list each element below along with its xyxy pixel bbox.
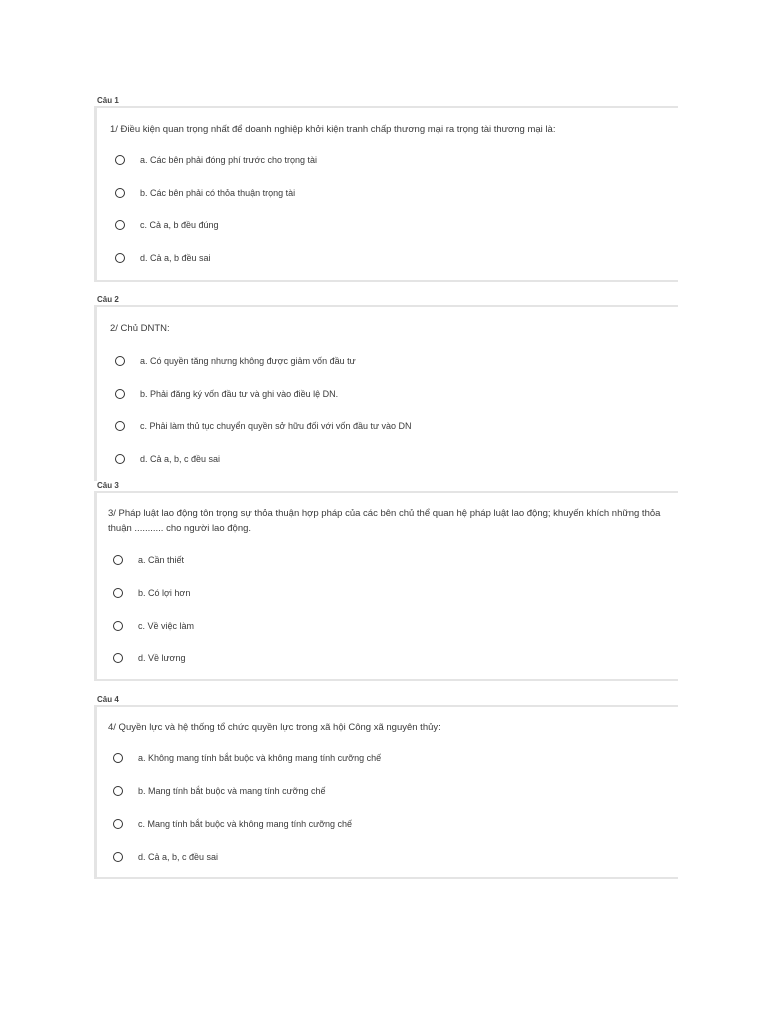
question-label: Câu 2 <box>97 295 119 304</box>
option-c[interactable] <box>115 217 219 233</box>
question-label: Câu 1 <box>97 96 119 105</box>
question-card <box>94 491 678 681</box>
question-card <box>94 106 678 282</box>
option-label: d. Cả a, b, c đều sai <box>140 454 221 464</box>
option-label: c. Phải làm thủ tục chuyển quyền sở hữu đối với vốn đầu tư vào DN <box>140 421 412 431</box>
radio-button-icon[interactable] <box>113 555 123 565</box>
option-label: d. Về lương <box>138 653 186 663</box>
option-d[interactable] <box>113 849 218 865</box>
option-d[interactable] <box>115 451 220 467</box>
option-label: c. Cả a, b đều đúng <box>140 220 219 230</box>
option-label: b. Phải đăng ký vốn đầu tư và ghi vào điều lệ DN. <box>140 389 339 399</box>
option-label: d. Cả a, b, c đều sai <box>138 852 219 862</box>
radio-button-icon[interactable] <box>115 253 125 263</box>
option-label: d. Cả a, b đều sai <box>140 253 211 263</box>
option-label: c. Về việc làm <box>138 621 195 631</box>
radio-button-icon[interactable] <box>115 389 125 399</box>
option-d[interactable] <box>115 250 211 266</box>
question-text: 3/ Pháp luật lao động tôn trọng sự thỏa thuận hợp pháp của các bên chủ thể quan hệ pháp luật lao động; khuyến khích những thỏa thuận ........... cho người lao động. <box>108 508 661 534</box>
option-c[interactable] <box>115 418 412 434</box>
radio-button-icon[interactable] <box>115 220 125 230</box>
option-label: a. Có quyền tăng nhưng không được giảm vốn đầu tư <box>140 356 356 366</box>
option-a[interactable] <box>115 353 356 369</box>
question-card <box>94 305 678 481</box>
option-label: c. Mang tính bắt buộc và không mang tính cưỡng chế <box>138 819 353 829</box>
radio-button-icon[interactable] <box>115 454 125 464</box>
option-b[interactable] <box>113 783 326 799</box>
question-text: 2/ Chủ DNTN: <box>110 323 170 334</box>
option-label: b. Các bên phải có thỏa thuận trọng tài <box>140 188 296 198</box>
option-a[interactable] <box>113 552 184 568</box>
radio-button-icon[interactable] <box>113 621 123 631</box>
option-b[interactable] <box>113 585 190 601</box>
option-label: a. Cần thiết <box>138 555 185 565</box>
option-label: a. Không mang tính bắt buộc và không mang tính cưỡng chế <box>138 753 382 763</box>
option-a[interactable] <box>113 750 381 766</box>
question-label: Câu 3 <box>97 481 119 490</box>
radio-button-icon[interactable] <box>113 852 123 862</box>
option-a[interactable] <box>115 152 317 168</box>
option-d[interactable] <box>113 650 185 666</box>
radio-button-icon[interactable] <box>113 653 123 663</box>
radio-button-icon[interactable] <box>113 819 123 829</box>
question-card <box>94 705 678 879</box>
radio-button-icon[interactable] <box>115 188 125 198</box>
option-c[interactable] <box>113 618 194 634</box>
radio-button-icon[interactable] <box>115 155 125 165</box>
radio-button-icon[interactable] <box>115 421 125 431</box>
radio-button-icon[interactable] <box>113 588 123 598</box>
question-text: 4/ Quyền lực và hệ thống tổ chức quyền lực trong xã hội Công xã nguyên thủy: <box>108 722 441 733</box>
option-c[interactable] <box>113 816 352 832</box>
option-label: a. Các bên phải đóng phí trước cho trọng tài <box>140 155 318 165</box>
radio-button-icon[interactable] <box>113 753 123 763</box>
option-b[interactable] <box>115 185 295 201</box>
option-label: b. Có lợi hơn <box>138 588 191 598</box>
option-b[interactable] <box>115 386 338 402</box>
radio-button-icon[interactable] <box>113 786 123 796</box>
question-label: Câu 4 <box>97 695 119 704</box>
radio-button-icon[interactable] <box>115 356 125 366</box>
question-text: 1/ Điều kiện quan trọng nhất để doanh nghiệp khởi kiện tranh chấp thương mại ra trọng tài thương mại là: <box>110 124 556 135</box>
option-label: b. Mang tính bắt buộc và mang tính cưỡng chế <box>138 786 326 796</box>
